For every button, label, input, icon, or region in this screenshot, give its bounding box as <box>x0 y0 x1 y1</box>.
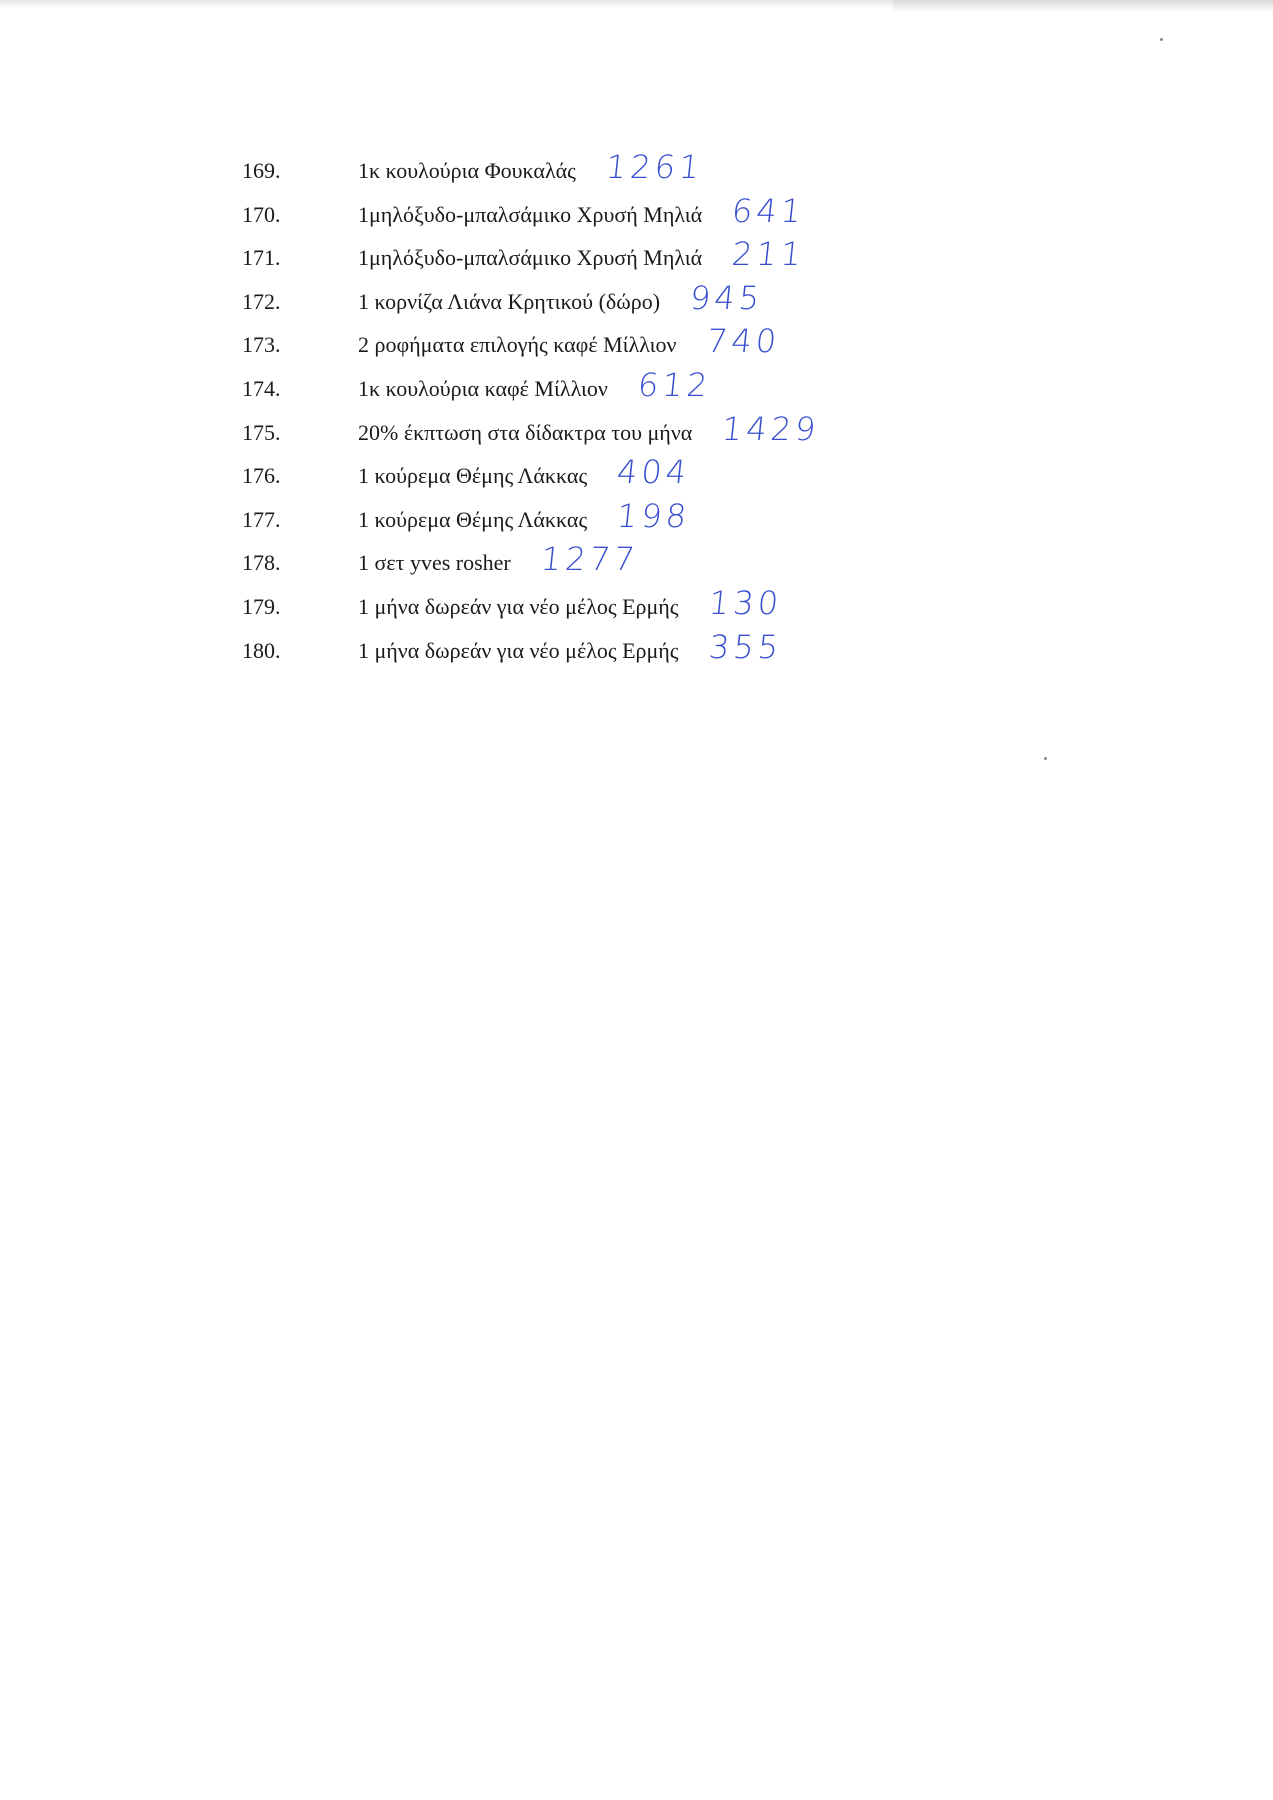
item-number: 176. <box>242 463 281 489</box>
item-number: 173. <box>242 332 281 358</box>
handwritten-number: 1429 <box>720 409 822 448</box>
item-text: 1κ κουλούρια καφέ Μίλλιον <box>358 375 608 401</box>
dust-speck <box>1044 757 1047 760</box>
handwritten-number: 641 <box>730 191 808 230</box>
list-item <box>242 279 1142 323</box>
handwritten-number: 740 <box>704 322 782 361</box>
item-text: 20% έκπτωση στα δίδακτρα του μήνα <box>358 419 693 445</box>
dust-speck <box>1160 38 1163 41</box>
handwritten-number: 130 <box>706 583 784 622</box>
item-number: 170. <box>242 201 281 227</box>
item-number: 177. <box>242 506 281 532</box>
list-item <box>242 584 1142 628</box>
handwritten-number: 198 <box>615 496 693 535</box>
item-number: 180. <box>242 637 281 663</box>
handwritten-number: 1261 <box>603 148 706 186</box>
item-number: 175. <box>242 419 281 445</box>
item-number: 178. <box>242 550 281 576</box>
item-text: 1μηλόξυδο-μπαλσάμικο Χρυσή Μηλιά <box>358 201 703 227</box>
handwritten-number: 404 <box>615 453 693 492</box>
handwritten-number: 612 <box>635 365 713 404</box>
item-number: 169. <box>242 158 281 183</box>
item-number: 172. <box>242 288 281 314</box>
scan-top-right-shadow <box>893 0 1273 12</box>
item-text: 1κ κουλούρια Φουκαλάς <box>358 158 576 183</box>
list-item <box>242 235 1142 279</box>
item-text: 1 κορνίζα Λιάνα Κρητικού (δώρο) <box>358 288 661 314</box>
handwritten-number: 1277 <box>538 540 641 579</box>
handwritten-number: 355 <box>706 627 784 666</box>
list-item <box>242 497 1142 541</box>
list-item <box>242 410 1142 454</box>
handwritten-number: 945 <box>688 278 766 317</box>
list-item <box>242 453 1142 497</box>
item-text: 1 σετ yves rosher <box>358 550 511 576</box>
item-number: 174. <box>242 375 281 401</box>
item-text: 1 μήνα δωρεάν για νέο μέλος Ερμής <box>358 637 679 663</box>
list-item <box>242 192 1142 236</box>
list-item <box>242 366 1142 410</box>
item-text: 2 ροφήματα επιλογής καφέ Μίλλιον <box>358 332 677 358</box>
item-text: 1 κούρεμα Θέμης Λάκκας <box>358 463 588 489</box>
item-number: 179. <box>242 593 281 619</box>
handwritten-number: 211 <box>730 235 808 274</box>
item-number: 171. <box>242 245 281 271</box>
list-item <box>242 148 1142 192</box>
list-item <box>242 628 1142 672</box>
list-item <box>242 322 1142 366</box>
prize-list <box>242 148 1142 671</box>
list-item <box>242 540 1142 584</box>
item-text: 1 μήνα δωρεάν για νέο μέλος Ερμής <box>358 593 679 619</box>
item-text: 1μηλόξυδο-μπαλσάμικο Χρυσή Μηλιά <box>358 245 703 271</box>
item-text: 1 κούρεμα Θέμης Λάκκας <box>358 506 588 532</box>
